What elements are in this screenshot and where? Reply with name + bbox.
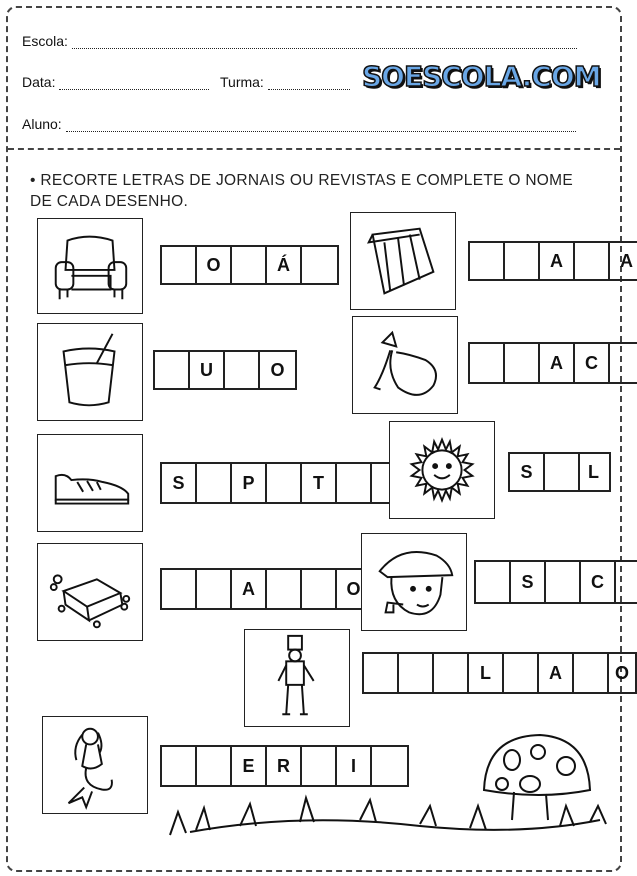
letter-box[interactable]: Á	[267, 247, 302, 283]
letter-box[interactable]: O	[270, 359, 285, 380]
letter-box[interactable]: U	[190, 352, 225, 388]
letter-box[interactable]: S	[510, 454, 545, 490]
letter-box[interactable]: R	[267, 747, 302, 785]
letter-box[interactable]: L	[469, 654, 504, 692]
letter-box[interactable]: A	[539, 654, 574, 692]
letter-box[interactable]: P	[232, 464, 267, 502]
letter-box[interactable]: A	[620, 250, 633, 271]
letter-box[interactable]: A	[540, 344, 575, 382]
letter-box[interactable]: L	[588, 461, 599, 482]
student-label: Aluno:	[22, 116, 62, 132]
school-label: Escola:	[22, 33, 68, 49]
letter-box[interactable]: I	[337, 747, 372, 785]
letter-box[interactable]: O	[615, 662, 630, 683]
class-label: Turma:	[220, 74, 264, 90]
site-logo: SOESCOLA.COM	[362, 60, 601, 93]
letter-box[interactable]: S	[511, 562, 546, 602]
letter-box[interactable]: C	[575, 344, 610, 382]
letter-box[interactable]: E	[232, 747, 267, 785]
letter-box[interactable]: A	[232, 570, 267, 608]
date-label: Data:	[22, 74, 56, 90]
letter-box[interactable]: C	[581, 562, 616, 602]
letter-box[interactable]: A	[540, 243, 575, 279]
letter-box[interactable]: T	[302, 464, 337, 502]
instruction-line-2: DE CADA DESENHO.	[30, 193, 189, 210]
instruction-line-1: • RECORTE LETRAS DE JORNAIS OU REVISTAS E COMPLETE O NOME	[30, 172, 574, 189]
letter-box[interactable]: O	[197, 247, 232, 283]
letter-box[interactable]: O	[337, 570, 372, 608]
letter-box[interactable]: S	[162, 464, 197, 502]
